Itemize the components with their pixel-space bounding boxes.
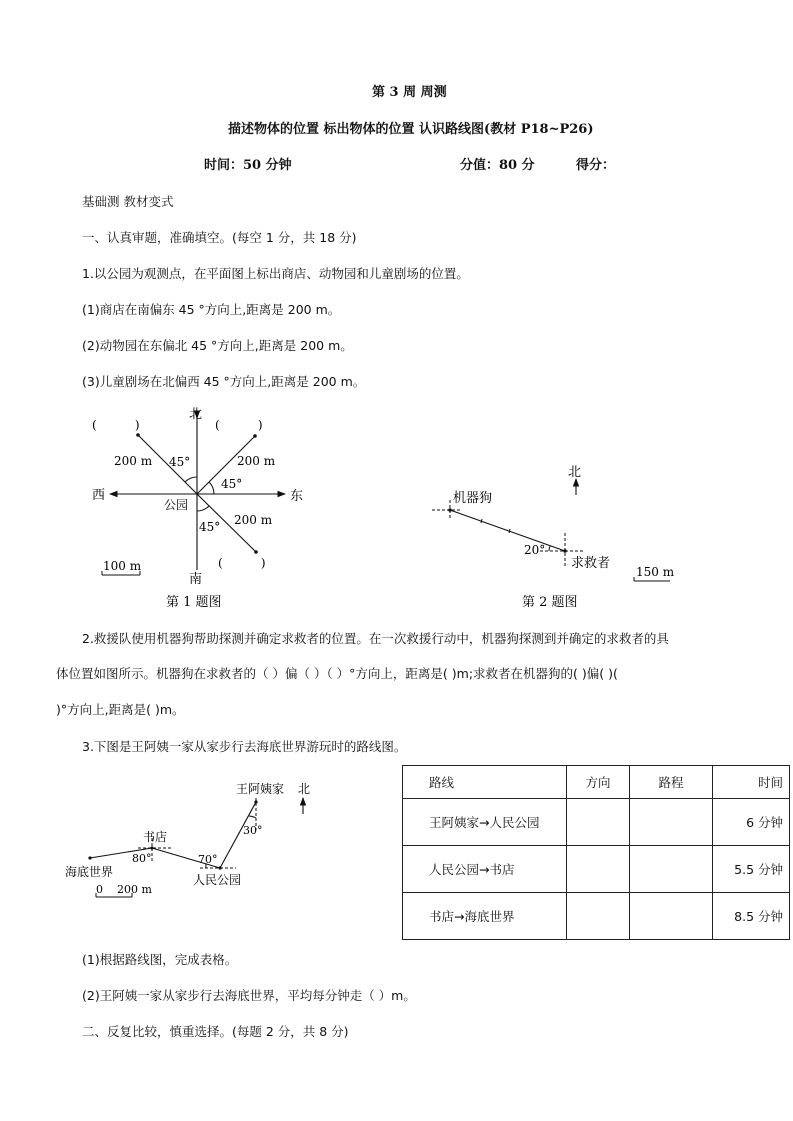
- q1-sub3: (3)儿童剧场在北偏西 45 °方向上,距离是 200 m。: [82, 374, 366, 389]
- q3-stem: 3.下图是王阿姨一家从家步行去海底世界游玩时的路线图。: [82, 739, 407, 754]
- q3-sub2: (2)王阿姨一家从家步行去海底世界，平均每分钟走（ ）m。: [82, 988, 416, 1003]
- north-label-3: 北: [298, 782, 311, 796]
- total-score: 分值：80 分: [460, 158, 535, 173]
- west-label: 西: [92, 488, 106, 503]
- south-label: 南: [189, 572, 203, 587]
- figure-1-caption: 第 1 题图: [166, 595, 222, 610]
- center-label: 公园: [164, 498, 189, 512]
- rescuee-label: 求救者: [571, 556, 611, 571]
- angle-east: 45°: [221, 477, 243, 491]
- part2-heading: 二、反复比较，慎重选择。(每题 2 分，共 8 分): [82, 1024, 349, 1039]
- scale-label-2: 150 m: [636, 565, 675, 579]
- angle-south: 45°: [199, 520, 221, 534]
- figure-1-compass: [80, 400, 320, 615]
- q1-sub1: (1)商店在南偏东 45 °方向上,距离是 200 m。: [82, 302, 341, 317]
- table-row: [403, 799, 790, 846]
- q1-sub2: (2)动物园在东偏北 45 °方向上,距离是 200 m。: [82, 338, 353, 353]
- scale-label-1: 100 m: [103, 559, 142, 573]
- col-distance: 路程: [630, 766, 713, 799]
- home-label: 王阿姨家: [236, 782, 285, 796]
- col-route: 路线: [403, 766, 567, 799]
- col-time: 时间: [713, 766, 790, 799]
- distance-ne: 200 m: [237, 454, 276, 468]
- store-label: 书店: [143, 830, 168, 844]
- route-table: [402, 765, 790, 940]
- angle-20: 20°: [524, 543, 546, 557]
- distance-cell[interactable]: [630, 893, 713, 940]
- time-limit: 时间：50 分钟: [204, 158, 292, 173]
- route-cell: 王阿姨家→人民公园: [403, 799, 567, 846]
- table-row: [403, 893, 790, 940]
- scale-label-3: 0 200 m: [96, 883, 152, 896]
- distance-cell[interactable]: [630, 799, 713, 846]
- page-title: 第 3 周 周测: [372, 85, 447, 100]
- time-cell: 8.5 分钟: [713, 893, 790, 940]
- blank-nw[interactable]: ( ): [92, 418, 140, 432]
- figure-3-route-map: [60, 770, 330, 900]
- figure-2-caption: 第 2 题图: [522, 595, 578, 610]
- angle-30: 30°: [243, 824, 263, 837]
- page-subtitle: 描述物体的位置 标出物体的位置 认识路线图(教材 P18~P26): [228, 122, 594, 137]
- section-label: 基础测 教材变式: [82, 194, 174, 209]
- angle-80: 80°: [132, 852, 152, 865]
- park-label: 人民公园: [193, 873, 242, 887]
- north-label: 北: [189, 407, 203, 422]
- dog-label: 机器狗: [453, 491, 493, 506]
- east-label: 东: [290, 489, 304, 504]
- ocean-label: 海底世界: [65, 865, 114, 879]
- time-cell: 5.5 分钟: [713, 846, 790, 893]
- direction-cell[interactable]: [567, 846, 630, 893]
- part1-heading: 一、认真审题，准确填空。(每空 1 分，共 18 分): [82, 230, 357, 245]
- q3-sub1: (1)根据路线图，完成表格。: [82, 952, 238, 967]
- q1-stem: 1.以公园为观测点，在平面图上标出商店、动物园和儿童剧场的位置。: [82, 266, 469, 281]
- direction-cell[interactable]: [567, 893, 630, 940]
- col-direction: 方向: [567, 766, 630, 799]
- q2-line1: 2.救援队使用机器狗帮助探测并确定求救者的位置。在一次救援行动中，机器狗探测到并确定的求救者的具: [82, 631, 669, 646]
- direction-cell[interactable]: [567, 799, 630, 846]
- angle-north: 45°: [169, 455, 191, 469]
- time-cell: 6 分钟: [713, 799, 790, 846]
- figure-2-rescue: [420, 455, 675, 615]
- route-cell: 书店→海底世界: [403, 893, 567, 940]
- q2-line2: 体位置如图所示。机器狗在求救者的（ ）偏（ ）（ ）°方向上，距离是( )m;求救者在机器狗的( )偏( )(: [56, 666, 618, 681]
- score-got: 得分：: [576, 158, 616, 173]
- distance-cell[interactable]: [630, 846, 713, 893]
- distance-nw: 200 m: [114, 454, 153, 468]
- angle-70: 70°: [198, 853, 218, 866]
- blank-se[interactable]: ( ): [218, 556, 266, 570]
- route-cell: 人民公园→书店: [403, 846, 567, 893]
- q2-line3: )°方向上,距离是( )m。: [56, 702, 185, 717]
- table-header-row: [403, 766, 790, 799]
- blank-ne[interactable]: ( ): [215, 418, 263, 432]
- north-label-2: 北: [568, 465, 582, 480]
- table-row: [403, 846, 790, 893]
- distance-se: 200 m: [234, 513, 273, 527]
